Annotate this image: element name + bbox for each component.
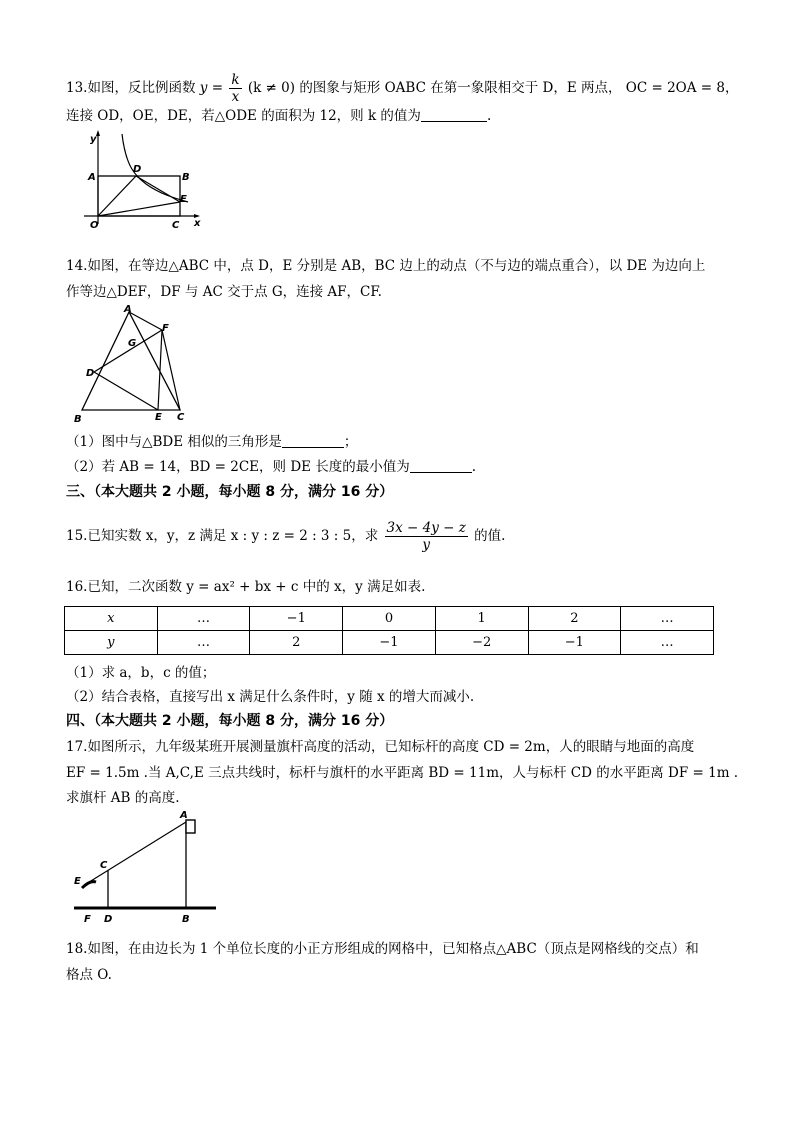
q14-sub1-text: （1）图中与△BDE 相似的三角形是 [66,434,282,450]
q13-label-y: y [90,134,97,145]
q14-sub1 [66,433,357,451]
section-3-heading: 三、（本大题共 2 小题，每小题 8 分，满分 16 分） [66,484,394,500]
q13-label-c: C [172,220,180,231]
q13-condition: (k ≠ 0) [247,80,296,96]
q14-line1: 14.如图，在等边△ABC 中，点 D，E 分别是 AB，BC 边上的动点（不与边的端点重合），以 DE 为边向上 [66,258,706,274]
q17-label-f: F [84,914,91,925]
q16-text: 16.已知，二次函数 y = ax² + bx + c 中的 x，y 满足如表. [66,579,426,595]
section-4-heading: 四、（本大题共 2 小题，每小题 8 分，满分 16 分） [66,713,394,729]
q17-line2: EF = 1.5m .当 A,C,E 三点共线时，标杆与旗杆的水平距离 BD = 11m，人与标杆 CD 的水平距离 DF = 1m . [66,765,739,781]
q14-sub1-end: ； [343,434,358,450]
q15-fraction [385,520,468,553]
q15-text-a: 15.已知实数 x，y，z 满足 x : y : z = 2 : 3 : 5，求 [66,528,379,544]
q14-sub2 [66,458,476,476]
q14-sub2-end: . [471,459,477,475]
table-cell: −1 [343,631,436,655]
table-cell: x [65,607,158,631]
q16-value-table [64,606,714,655]
q13-answer-blank [421,108,487,122]
q14-sub1-blank [282,434,344,448]
q17-line1: 17.如图所示，九年级某班开展测量旗杆高度的活动，已知标杆的高度 CD = 2m，人的眼睛与地面的高度 [66,739,695,755]
q13-text-a: 13.如图，反比例函数 [66,80,196,96]
table-cell: 0 [343,607,436,631]
q13-frac-num: k [231,72,240,88]
q14-line2: 作等边△DEF，DF 与 AC 交于点 G，连接 AF，CF. [66,284,382,300]
q14-label-a: A [124,304,132,315]
q13-line1: 13.如图，反比例函数 y = $\frac{k}{x}$ (k ≠ 0) 的图象与矩形 OABC 在第一象限相交于 D，E 两点， OC = 2OA = 8， [66,72,739,105]
table-cell: 2 [528,607,621,631]
table-cell: −2 [435,631,528,655]
q17-label-d: D [104,914,113,925]
q14-label-f: F [162,323,169,334]
table-cell: y [65,631,158,655]
q13-text-b: 的图象与矩形 OABC 在第一象限相交于 D，E 两点， [299,80,622,96]
q13-line2 [66,107,491,125]
q17-label-e: E [74,876,81,887]
q14-figure [72,304,192,426]
table-row [65,607,714,631]
table-cell: 1 [435,607,528,631]
q13-equation: OC = 2OA = 8， [625,80,739,96]
q18-line1: 18.如图，在由边长为 1 个单位长度的小正方形组成的网格中，已知格点△ABC（顶点是网格线的交点）和 [66,941,699,957]
q18-line2: 格点 O. [66,967,112,983]
table-cell: −1 [250,607,343,631]
q15-frac-num: 3x − 4y − z [386,520,466,536]
table-cell: −1 [528,631,621,655]
q13-label-d: D [133,164,142,175]
q14-label-g: G [128,338,137,349]
q17-label-b: B [182,914,190,925]
q13-line2-text: 连接 OD，OE，DE，若△ODE 的面积为 12，则 k 的值为 [66,108,421,124]
q15-line [66,520,505,553]
q13-label-e: E [180,194,187,205]
q16-sub2: （2）结合表格，直接写出 x 满足什么条件时，y 随 x 的增大而减小. [66,689,475,705]
q15-frac-den: y [422,537,431,553]
table-cell: … [621,631,714,655]
q14-label-d: D [86,368,95,379]
q13-frac-den: x [231,89,240,105]
q16-sub1: （1）求 a，b，c 的值； [66,665,216,681]
q13-label-x: x [194,218,201,229]
q13-label-o: O [90,220,99,231]
q13-label-a: A [88,172,96,183]
table-row [65,631,714,655]
q13-label-b: B [182,172,190,183]
q17-label-a: A [180,810,188,821]
q17-line3: 求旗杆 AB 的高度. [66,790,180,806]
q17-figure [72,810,222,930]
q14-label-c: C [177,412,185,423]
q14-label-e: E [155,412,162,423]
q13-fraction [229,72,241,105]
table-cell: … [157,607,250,631]
table-cell: … [621,607,714,631]
table-cell: 2 [250,631,343,655]
q14-sub2-text: （2）若 AB = 14，BD = 2CE，则 DE 长度的最小值为 [66,459,410,475]
q17-label-c: C [100,860,108,871]
q15-text-b: 的值. [474,528,506,544]
q14-sub2-blank [410,459,472,473]
q13-figure [76,128,206,232]
table-cell: … [157,631,250,655]
q14-label-b: B [74,414,82,425]
q13-line2-end: . [486,108,492,124]
